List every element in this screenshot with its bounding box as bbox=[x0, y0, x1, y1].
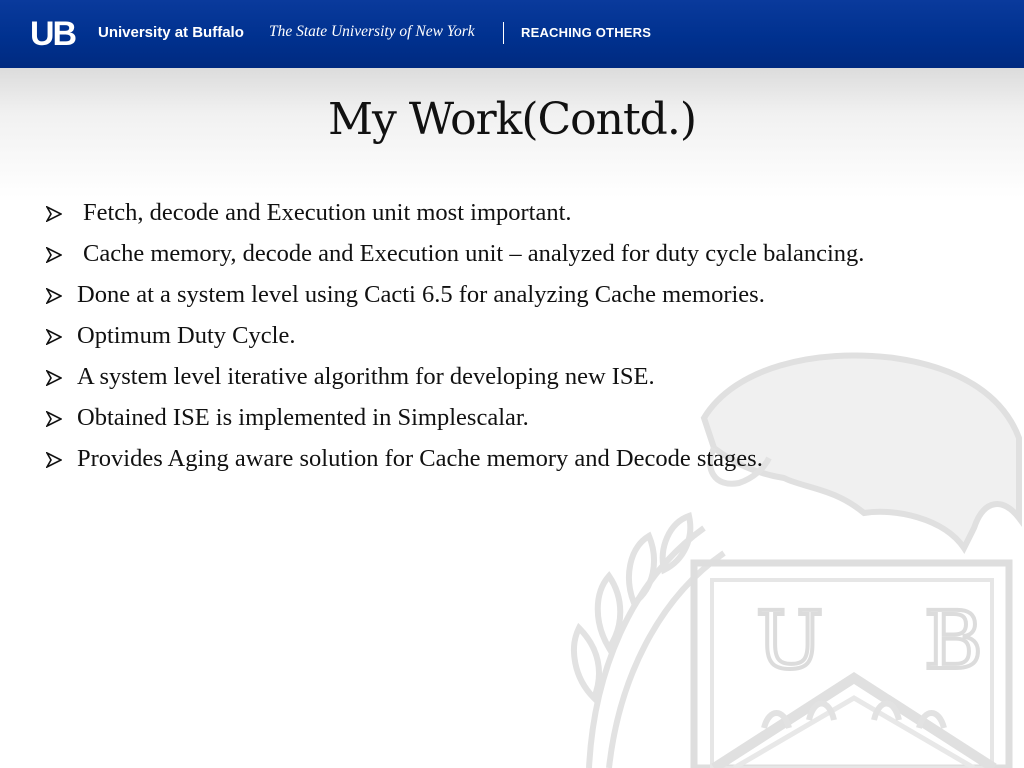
arrow-bullet-icon bbox=[46, 237, 68, 271]
list-item bbox=[46, 237, 956, 271]
arrow-bullet-icon bbox=[46, 319, 68, 353]
watermark-letter-u: U bbox=[756, 594, 824, 687]
bullet-text: Cache memory, decode and Execution unit – analyzed for duty cycle balancing. bbox=[83, 240, 865, 267]
bullet-text: A system level iterative algorithm for developing new ISE. bbox=[77, 363, 655, 390]
slide-title: My Work(Contd.) bbox=[328, 94, 696, 145]
bullet-text: Obtained ISE is implemented in Simplescalar. bbox=[77, 404, 529, 431]
bullet-text: Fetch, decode and Execution unit most important. bbox=[83, 199, 572, 226]
university-subtitle: The State University of New York bbox=[269, 23, 475, 40]
header-divider bbox=[503, 22, 504, 44]
header-tagline: REACHING OTHERS bbox=[521, 25, 652, 40]
list-item bbox=[46, 319, 956, 353]
arrow-bullet-icon bbox=[46, 196, 68, 230]
list-item bbox=[46, 278, 956, 312]
ub-logo: UB bbox=[30, 15, 76, 53]
bullet-text: Provides Aging aware solution for Cache memory and Decode stages. bbox=[77, 445, 763, 472]
header-bar bbox=[0, 0, 1024, 68]
bullet-text: Optimum Duty Cycle. bbox=[77, 322, 296, 349]
bullet-list bbox=[46, 196, 956, 483]
watermark-letter-b: B bbox=[924, 594, 983, 687]
arrow-bullet-icon bbox=[46, 278, 68, 312]
list-item bbox=[46, 401, 956, 435]
arrow-bullet-icon bbox=[46, 442, 68, 476]
arrow-bullet-icon bbox=[46, 360, 68, 394]
bullet-text: Done at a system level using Cacti 6.5 for analyzing Cache memories. bbox=[77, 281, 765, 308]
list-item bbox=[46, 442, 956, 476]
arrow-bullet-icon bbox=[46, 401, 68, 435]
university-name: University at Buffalo bbox=[98, 24, 244, 41]
list-item bbox=[46, 360, 956, 394]
list-item bbox=[46, 196, 956, 230]
